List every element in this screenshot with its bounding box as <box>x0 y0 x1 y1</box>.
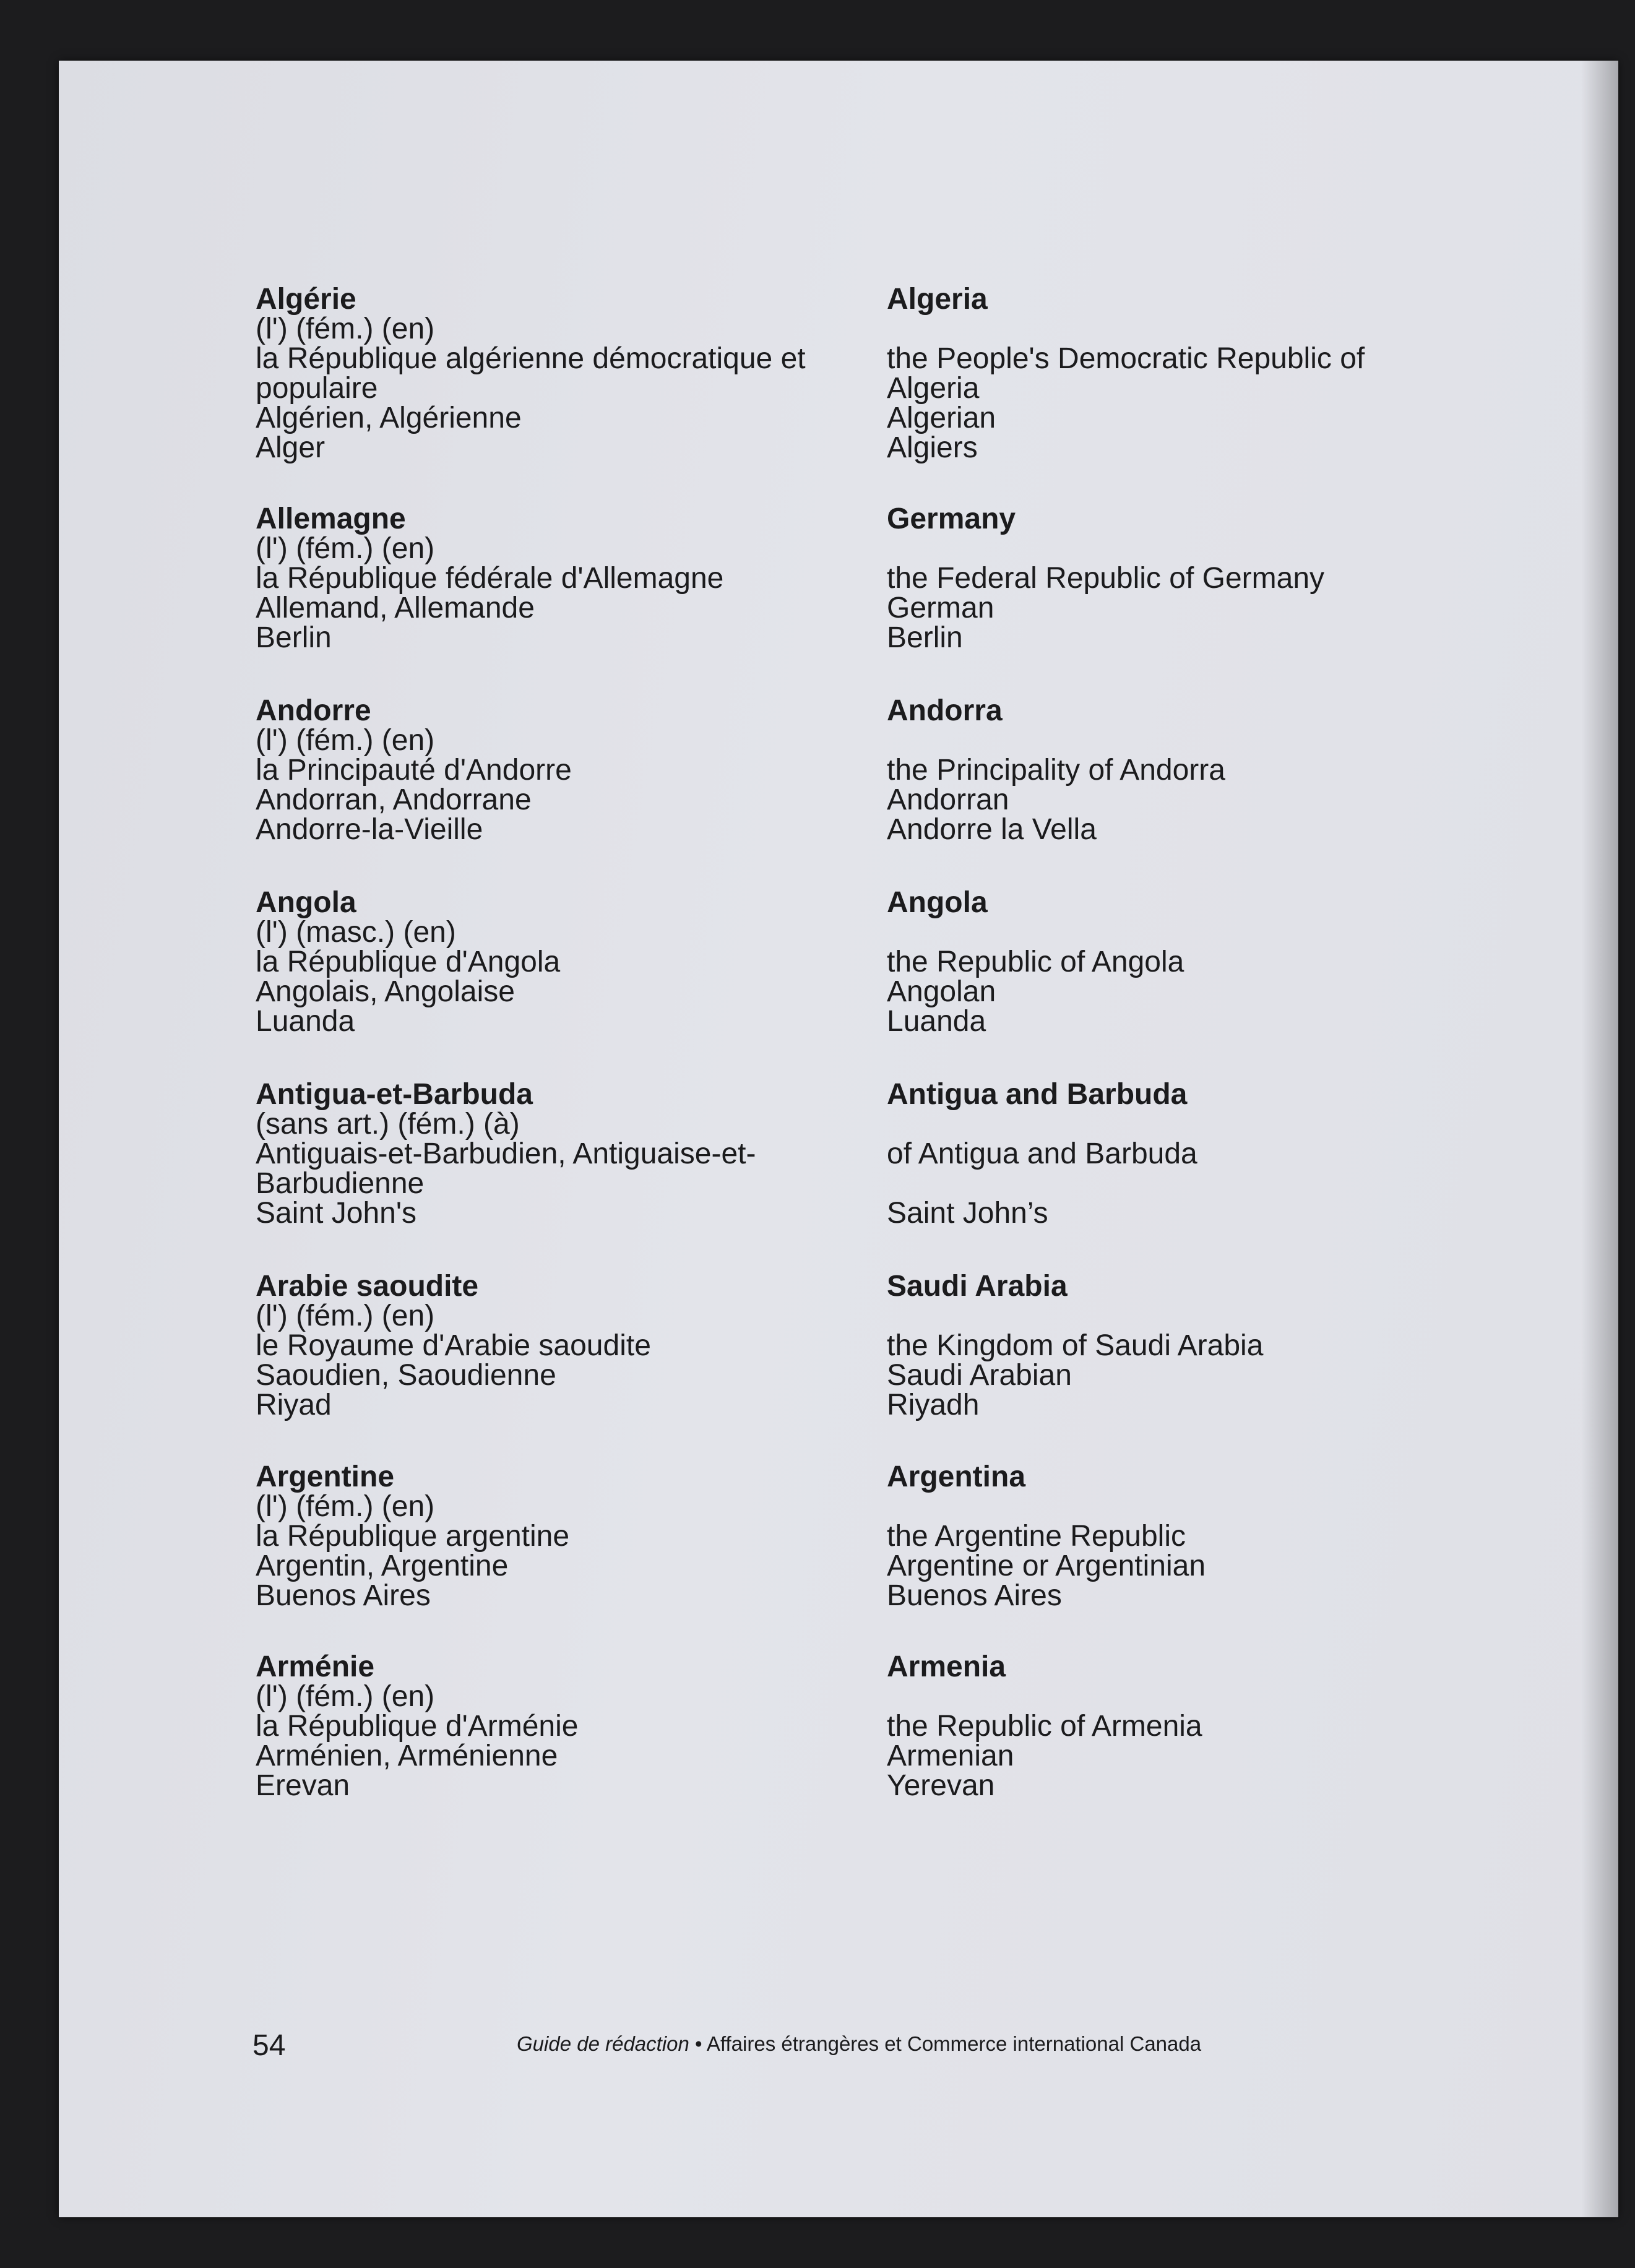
official-name-fr: la République d'Angola <box>256 946 561 978</box>
country-name-en: Andorra <box>887 694 1003 727</box>
entry-en-antigua-and-barbuda <box>887 1080 1598 1228</box>
country-name-fr: Andorre <box>256 694 371 727</box>
demonym-fr: Arménien, Arménienne <box>256 1740 558 1772</box>
capital-en: Algiers <box>887 431 978 464</box>
official-name-en: the Kingdom of Saudi Arabia <box>887 1329 1264 1362</box>
country-name-en: Angola <box>887 886 988 919</box>
official-name-en: the Argentine Republic <box>887 1520 1186 1553</box>
capital-en: Yerevan <box>887 1769 995 1802</box>
demonym-fr: Argentin, Argentine <box>256 1550 509 1582</box>
article-gender: (l') (masc.) (en) <box>256 916 456 949</box>
article-gender: (l') (fém.) (en) <box>256 1680 435 1713</box>
country-name-en: Argentina <box>887 1460 1026 1493</box>
entry-fr-andorre <box>256 696 930 845</box>
official-name-en-cont: Algeria <box>887 372 980 405</box>
article-gender: (l') (fém.) (en) <box>256 1490 435 1523</box>
entry-fr-algerie <box>256 285 930 463</box>
demonym-fr: Algérien, Algérienne <box>256 402 522 434</box>
demonym-en: Saudi Arabian <box>887 1359 1072 1392</box>
country-name-fr: Algérie <box>256 283 356 316</box>
demonym-en: German <box>887 592 994 624</box>
demonym-en: Angolan <box>887 975 996 1008</box>
country-name-en: Armenia <box>887 1650 1006 1683</box>
country-name-fr: Arabie saoudite <box>256 1270 479 1303</box>
capital-fr: Alger <box>256 431 326 464</box>
capital-fr: Andorre-la-Vieille <box>256 813 483 846</box>
country-name-fr: Argentine <box>256 1460 395 1493</box>
entry-fr-angola <box>256 888 930 1037</box>
capital-fr: Berlin <box>256 621 332 654</box>
entry-en-armenia <box>887 1652 1598 1801</box>
country-name-en: Germany <box>887 502 1016 535</box>
article-gender: (l') (fém.) (en) <box>256 532 435 565</box>
capital-fr: Riyad <box>256 1389 332 1421</box>
official-name-fr: la Principauté d'Andorre <box>256 754 572 787</box>
demonym-fr: Antiguais-et-Barbudien, Antiguaise-et- <box>256 1137 756 1170</box>
capital-en: Riyadh <box>887 1389 980 1421</box>
official-name-en: the Republic of Angola <box>887 946 1184 978</box>
demonym-fr: Allemand, Allemande <box>256 592 535 624</box>
entry-en-germany <box>887 504 1598 653</box>
article-gender: (l') (fém.) (en) <box>256 313 435 345</box>
demonym-fr: Saoudien, Saoudienne <box>256 1359 556 1392</box>
capital-en: Andorre la Vella <box>887 813 1097 846</box>
country-name-en: Saudi Arabia <box>887 1270 1068 1303</box>
official-name-fr: le Royaume d'Arabie saoudite <box>256 1329 651 1362</box>
demonym-en: Andorran <box>887 783 1009 816</box>
demonym-en: Armenian <box>887 1740 1014 1772</box>
capital-en: Luanda <box>887 1005 986 1038</box>
official-name-en: the People's Democratic Republic of <box>887 342 1365 375</box>
entry-en-andorra <box>887 696 1598 845</box>
capital-fr: Erevan <box>256 1769 350 1802</box>
demonym-fr: Andorran, Andorrane <box>256 783 532 816</box>
document-page <box>59 61 1618 2217</box>
official-name-fr: la République d'Arménie <box>256 1710 579 1743</box>
entry-fr-allemagne <box>256 504 930 653</box>
country-name-fr: Antigua-et-Barbuda <box>256 1078 533 1111</box>
entry-fr-argentine <box>256 1462 930 1611</box>
official-name-en: the Republic of Armenia <box>887 1710 1202 1743</box>
entry-fr-armenie <box>256 1652 930 1801</box>
page-number: 54 <box>252 2029 286 2062</box>
capital-fr: Luanda <box>256 1005 355 1038</box>
demonym-en: of Antigua and Barbuda <box>887 1137 1197 1170</box>
entry-en-algeria <box>887 285 1598 463</box>
demonym-fr-cont: Barbudienne <box>256 1167 425 1200</box>
country-name-en: Algeria <box>887 283 988 316</box>
country-name-fr: Allemagne <box>256 502 406 535</box>
capital-fr: Saint John's <box>256 1197 416 1230</box>
entry-en-saudi-arabia <box>887 1272 1598 1420</box>
article-gender: (l') (fém.) (en) <box>256 724 435 757</box>
official-name-fr: la République fédérale d'Allemagne <box>256 562 724 595</box>
publisher: • Affaires étrangères et Commerce international Canada <box>689 2032 1202 2055</box>
capital-en: Buenos Aires <box>887 1579 1062 1612</box>
capital-en: Saint John’s <box>887 1197 1048 1230</box>
demonym-en: Algerian <box>887 402 996 434</box>
entry-en-angola <box>887 888 1598 1037</box>
article-gender: (l') (fém.) (en) <box>256 1300 435 1332</box>
entry-fr-arabie-saoudite <box>256 1272 930 1420</box>
official-name-fr-cont: populaire <box>256 372 378 405</box>
capital-en: Berlin <box>887 621 963 654</box>
official-name-fr: la République argentine <box>256 1520 570 1553</box>
entry-fr-antigua-et-barbuda <box>256 1080 930 1228</box>
official-name-en: the Federal Republic of Germany <box>887 562 1325 595</box>
entry-en-argentina <box>887 1462 1598 1611</box>
article-gender: (sans art.) (fém.) (à) <box>256 1108 520 1140</box>
country-name-fr: Angola <box>256 886 356 919</box>
footer-citation <box>517 2032 1201 2056</box>
country-name-fr: Arménie <box>256 1650 375 1683</box>
country-name-en: Antigua and Barbuda <box>887 1078 1188 1111</box>
capital-fr: Buenos Aires <box>256 1579 431 1612</box>
official-name-fr: la République algérienne démocratique et <box>256 342 806 375</box>
demonym-fr: Angolais, Angolaise <box>256 975 515 1008</box>
demonym-en: Argentine or Argentinian <box>887 1550 1206 1582</box>
official-name-en: the Principality of Andorra <box>887 754 1225 787</box>
guide-title: Guide de rédaction <box>517 2032 689 2055</box>
